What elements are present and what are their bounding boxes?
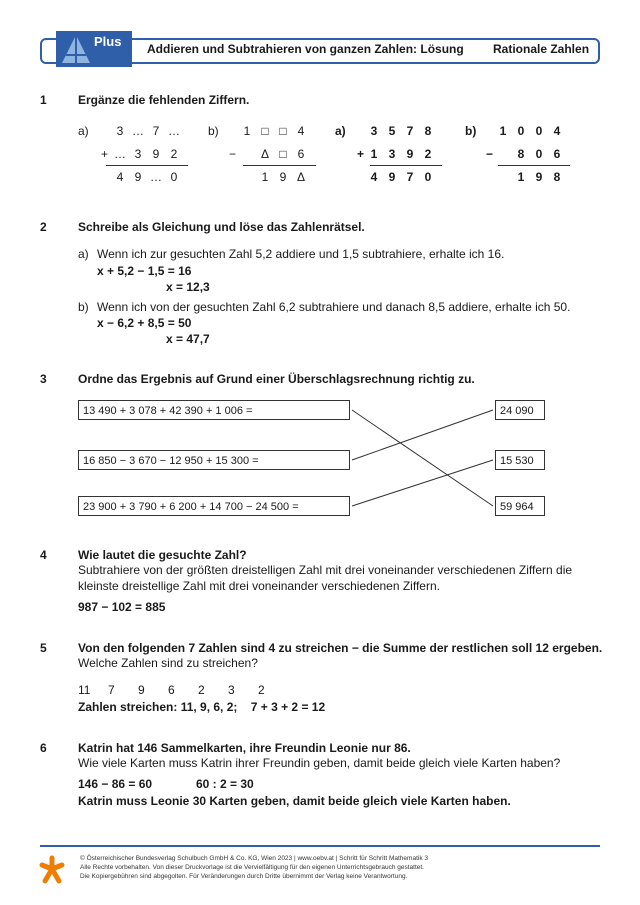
digit-cell: 6 (553, 147, 561, 161)
number-item: 3 (228, 683, 235, 697)
digit-cell: 8 (517, 147, 525, 161)
result-box: 59 964 (495, 496, 545, 516)
result-box: 24 090 (495, 400, 545, 420)
publisher-logo-icon (38, 855, 66, 885)
number-item: 2 (198, 683, 205, 697)
answer: 987 − 102 = 885 (78, 600, 166, 614)
column-label: b) (208, 124, 219, 138)
task-number: 4 (40, 548, 47, 562)
digit-cell: 1 (499, 124, 507, 138)
answer: Zahlen streichen: 11, 9, 6, 2; 7 + 3 + 2 = 12 (78, 700, 326, 714)
digit-cell: 1 (243, 124, 251, 138)
equation: x + 5,2 − 1,5 = 16 (97, 264, 192, 278)
digit-cell: 0 (170, 170, 178, 184)
digit-cell: 3 (134, 147, 142, 161)
calculation: 60 : 2 = 30 (196, 777, 254, 791)
digit-cell: 3 (388, 147, 396, 161)
footer-copyright: © Österreichischer Bundesverlag Schulbuch GmbH & Co. KG, Wien 2023 | www.oebv.at | Schritt für Schritt Mathematik 3 (80, 855, 428, 862)
task-title: Von den folgenden 7 Zahlen sind 4 zu streichen − die Summe der restlichen soll 12 ergeben. (78, 641, 603, 655)
footer-rights: Alle Rechte vorbehalten. Von dieser Druckvorlage ist die Vervielfältigung für den eigenen Unterrichtsgebrauch gestattet. (80, 864, 424, 871)
task-text: Welche Zahlen sind zu streichen? (78, 656, 258, 670)
footer-divider (40, 845, 600, 847)
operator-sign: − (486, 147, 494, 161)
digit-cell: 2 (424, 147, 432, 161)
digit-cell: … (132, 124, 144, 138)
digit-cell: 0 (535, 147, 543, 161)
task-number: 3 (40, 372, 47, 386)
digit-cell: 0 (424, 170, 432, 184)
task-title: Ordne das Ergebnis auf Grund einer Überschlagsrechnung richtig zu. (78, 372, 475, 386)
digit-cell: 7 (152, 124, 160, 138)
task-title: Schreibe als Gleichung und löse das Zahlenrätsel. (78, 220, 365, 234)
digit-cell: 4 (297, 124, 305, 138)
digit-cell: 9 (134, 170, 142, 184)
item-label: a) (78, 247, 89, 261)
task-text: kleinste dreistellige Zahl mit drei voneinander verschiedenen Ziffern. (78, 579, 440, 593)
digit-cell: 9 (406, 147, 414, 161)
column-label: a) (335, 124, 346, 138)
operator-sign: − (229, 147, 237, 161)
task-number: 6 (40, 741, 47, 755)
digit-cell: 7 (406, 124, 414, 138)
digit-cell: 9 (152, 147, 160, 161)
digit-cell: □ (261, 124, 269, 138)
connector-line (352, 410, 493, 460)
page-title: Addieren und Subtrahieren von ganzen Zahlen: Lösung (147, 42, 464, 56)
answer: Katrin muss Leonie 30 Karten geben, damit beide gleich viele Karten haben. (78, 794, 511, 808)
number-item: 6 (168, 683, 175, 697)
digit-cell: 6 (297, 147, 305, 161)
digit-cell: 1 (517, 170, 525, 184)
digit-cell: 2 (170, 147, 178, 161)
digit-cell: … (150, 170, 162, 184)
task-title: Ergänze die fehlenden Ziffern. (78, 93, 250, 107)
number-item: 7 (108, 683, 115, 697)
digit-cell: Δ (296, 170, 305, 184)
solution: x = 47,7 (166, 332, 210, 346)
task-text: Subtrahiere von der größten dreistelligen Zahl mit drei voneinander verschiedenen Ziffern die (78, 563, 573, 577)
digit-cell: 5 (388, 124, 396, 138)
digit-cell: … (114, 147, 126, 161)
digit-cell: 1 (370, 147, 378, 161)
number-item: 11 (78, 683, 91, 697)
task-title: Katrin hat 146 Sammelkarten, ihre Freundin Leonie nur 86. (78, 741, 411, 755)
digit-cell: □ (279, 124, 287, 138)
task-title: Wie lautet die gesuchte Zahl? (78, 548, 247, 562)
digit-cell: 9 (388, 170, 396, 184)
operator-sign: + (101, 147, 109, 161)
logo-text: Plus (94, 34, 122, 49)
digit-cell: Δ (260, 147, 269, 161)
solution: x = 12,3 (166, 280, 210, 294)
digit-cell: 4 (116, 170, 124, 184)
term-box: 13 490 + 3 078 + 42 390 + 1 006 = (78, 400, 350, 420)
item-text: Wenn ich von der gesuchten Zahl 6,2 subtrahiere und danach 8,5 addiere, erhalte ich 50. (97, 300, 571, 314)
number-item: 9 (138, 683, 145, 697)
digit-cell: 4 (370, 170, 378, 184)
calculation: 146 − 86 = 60 (78, 777, 153, 791)
term-box: 23 900 + 3 790 + 6 200 + 14 700 − 24 500 = (78, 496, 350, 516)
column-label: b) (465, 124, 477, 138)
section-title: Rationale Zahlen (493, 42, 590, 56)
digit-cell: 0 (517, 124, 525, 138)
number-item: 2 (258, 683, 265, 697)
digit-cell: … (168, 124, 180, 138)
digit-cell: 8 (424, 124, 432, 138)
connector-line (352, 410, 493, 506)
digit-cell: 3 (116, 124, 124, 138)
digit-cell: 0 (535, 124, 543, 138)
task-text: Wie viele Karten muss Katrin ihrer Freundin geben, damit beide gleich viele Karten haben? (78, 756, 561, 770)
digit-cell: 7 (406, 170, 414, 184)
task-number: 1 (40, 93, 47, 107)
result-box: 15 530 (495, 450, 545, 470)
term-box: 16 850 − 3 670 − 12 950 + 15 300 = (78, 450, 350, 470)
item-label: b) (78, 300, 89, 314)
digit-cell: 3 (370, 124, 378, 138)
task-number: 2 (40, 220, 47, 234)
digit-cell: 1 (261, 170, 269, 184)
digit-cell: 9 (535, 170, 543, 184)
digit-cell: □ (279, 147, 287, 161)
column-label: a) (78, 124, 89, 138)
connector-line (352, 460, 493, 506)
task-number: 5 (40, 641, 47, 655)
footer-disclaimer: Die Kopiergebühren sind abgegolten. Für Veränderungen durch Dritte übernimmt der Verlag keine Verantwortung. (80, 873, 408, 880)
digit-cell: 9 (279, 170, 287, 184)
digit-cell: 4 (553, 124, 561, 138)
equation: x − 6,2 + 8,5 = 50 (97, 316, 192, 330)
operator-sign: + (357, 147, 365, 161)
digit-cell: 8 (553, 170, 561, 184)
item-text: Wenn ich zur gesuchten Zahl 5,2 addiere und 1,5 subtrahiere, erhalte ich 16. (97, 247, 505, 261)
